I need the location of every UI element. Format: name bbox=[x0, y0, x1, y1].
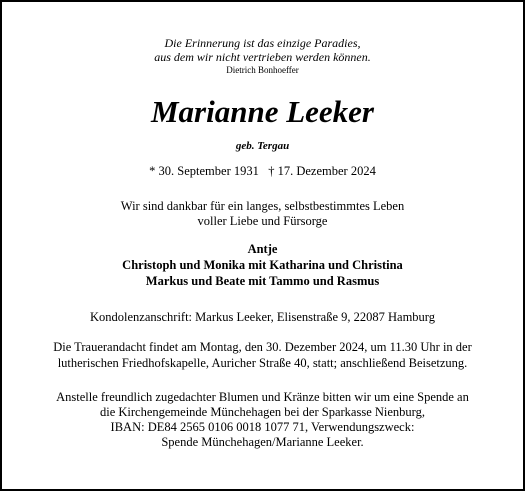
birth-name: geb. Tergau bbox=[235, 140, 290, 152]
donation-line-1: Anstelle freundlich zugedachter Blumen und Kränze bitten wir um eine Spende an bbox=[56, 390, 469, 404]
life-dates: * 30. September 1931 † 17. Dezember 2024 bbox=[149, 164, 376, 178]
condolence-address: Kondolenzanschrift: Markus Leeker, Elisenstraße 9, 22087 Hamburg bbox=[89, 310, 435, 324]
donation-line-3: IBAN: DE84 2565 0106 0018 1077 71, Verwendungszweck: bbox=[110, 420, 415, 434]
quote-line-2: aus dem wir nicht vertrieben werden können. bbox=[154, 50, 371, 64]
family-member: Antje bbox=[247, 242, 278, 256]
quote-author: Dietrich Bonhoeffer bbox=[226, 65, 299, 75]
family-member: Christoph und Monika mit Katharina und Christina bbox=[122, 258, 403, 272]
gratitude-line-1: Wir sind dankbar für ein langes, selbstbestimmtes Leben bbox=[120, 199, 405, 213]
donation-line-2: die Kirchengemeinde Münchehagen bei der Sparkasse Nienburg, bbox=[99, 405, 425, 419]
quote-line-1: Die Erinnerung ist das einzige Paradies, bbox=[164, 36, 361, 50]
deceased-name: Marianne Leeker bbox=[150, 94, 374, 129]
donation-line-4: Spende Münchehagen/Marianne Leeker. bbox=[161, 435, 364, 449]
gratitude-line-2: voller Liebe und Fürsorge bbox=[197, 214, 328, 228]
service-line-1: Die Trauerandacht findet am Montag, den 30. Dezember 2024, um 11.30 Uhr in der bbox=[53, 340, 472, 354]
service-line-2: lutherischen Friedhofskapelle, Auricher Straße 40, statt; anschließend Beisetzung. bbox=[57, 356, 468, 370]
family-member: Markus und Beate mit Tammo und Rasmus bbox=[145, 274, 380, 288]
